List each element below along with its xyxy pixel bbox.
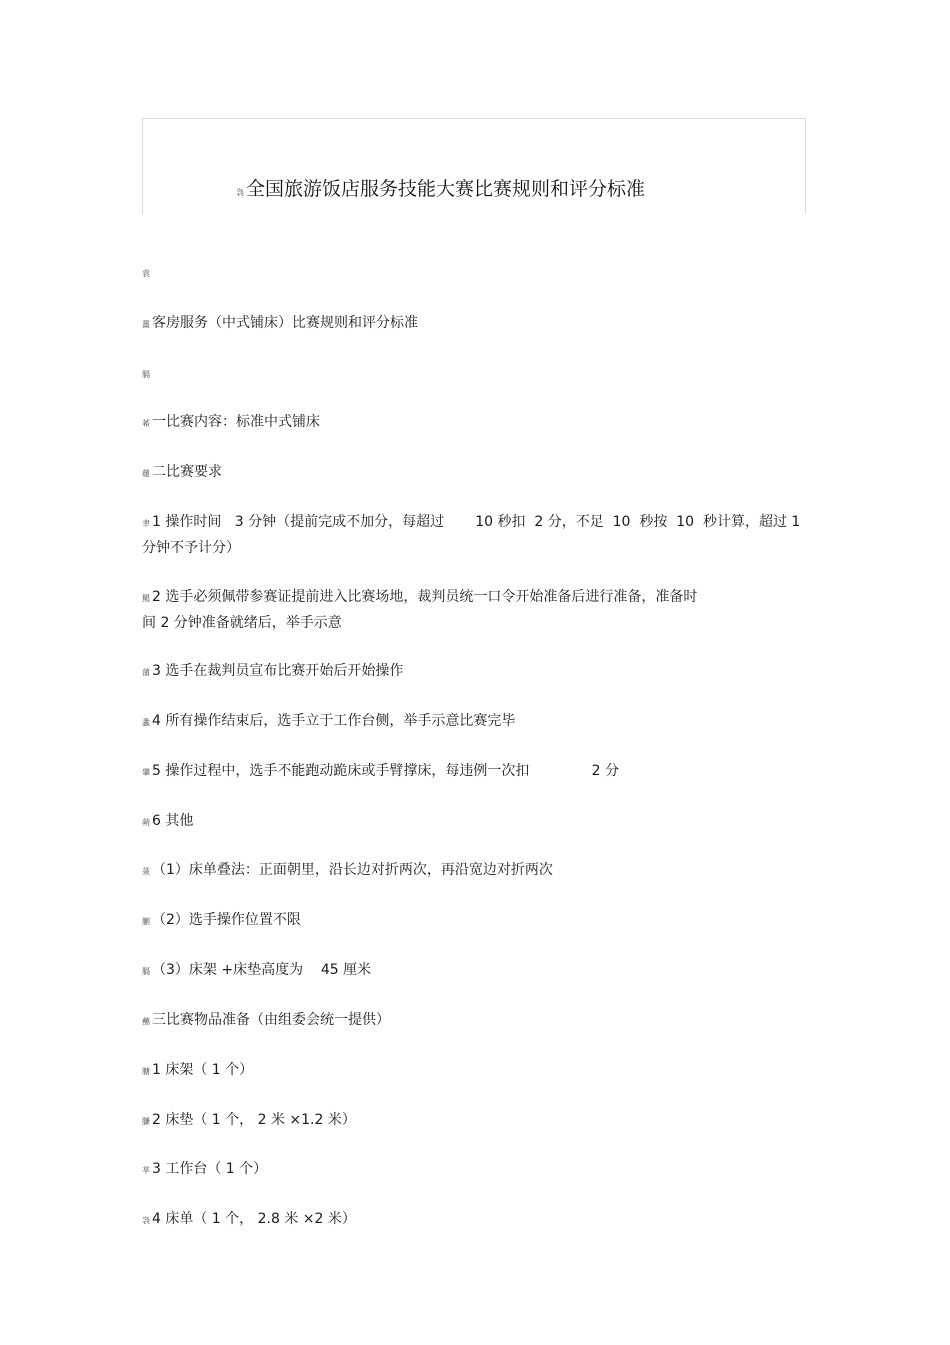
line-text: 4 所有操作结束后，选手立于工作台侧，举手示意比赛完毕 (152, 713, 516, 729)
line-2 (142, 361, 804, 387)
line-marker: 薑 (142, 320, 150, 329)
line-marker: 蘸 (142, 1017, 150, 1026)
line-marker: 蒴 (142, 818, 150, 827)
line-text: （3）床架 +床垫高度为 45 厘米 (152, 962, 372, 978)
line-text: 三比赛物品准备（由组委会统一提供） (152, 1012, 390, 1028)
line-0 (142, 260, 804, 286)
line-text: 2 床垫（ 1 个， 2 米 ×1.2 米） (152, 1112, 356, 1128)
line-text: 客房服务（中式铺床）比赛规则和评分标准 (152, 315, 418, 331)
title-text: 全国旅游饭店服务技能大赛比赛规则和评分标准 (246, 178, 646, 200)
line-text: 3 选手在裁判员宣布比赛开始后开始操作 (152, 663, 404, 679)
line-text: 6 其他 (152, 813, 194, 829)
line-12 (142, 908, 804, 934)
line-10 (142, 809, 804, 835)
title-marker: 袅 (236, 188, 244, 197)
line-text: （2）选手操作位置不限 (152, 912, 301, 928)
line-marker: 螽 (142, 718, 150, 727)
line-7 (142, 659, 804, 685)
line-marker: 袅 (142, 1216, 150, 1225)
line-marker: 蒲 (142, 668, 150, 677)
line-marker: 膅 (142, 1067, 150, 1076)
line-text: 3 工作台（ 1 个） (152, 1161, 268, 1177)
line-marker: 膈 (142, 967, 150, 976)
line-3 (142, 410, 804, 436)
line-marker: 肇 (142, 768, 150, 777)
line-text: 一比赛内容：标准中式铺床 (152, 414, 320, 430)
line-marker: 蕿 (142, 469, 150, 478)
line-marker: 羆 (142, 594, 150, 603)
line-marker: 蒯 (142, 917, 150, 926)
line-marker: 莃 (142, 419, 150, 428)
line-marker: 芈 (142, 1166, 150, 1175)
line-text: （1）床单叠法：正面朝里，沿长边对折两次，再沿宽边对折两次 (152, 862, 553, 878)
line-text: 4 床单（ 1 个， 2.8 米 ×2 米） (152, 1211, 356, 1227)
line-4 (142, 460, 804, 486)
line-5 (142, 510, 804, 561)
line-text: 1 床架（ 1 个） (152, 1062, 254, 1078)
line-13 (142, 958, 804, 984)
line-9 (142, 759, 804, 785)
line-text: 2 选手必须佩带参赛证提前进入比赛场地，裁判员统一口令开始准备后进行准备，准备时 (152, 589, 698, 605)
document-title (236, 176, 645, 206)
line-text: 二比赛要求 (152, 464, 222, 480)
line-17 (142, 1157, 804, 1183)
line-text: 1 操作时间 3 分钟（提前完成不加分，每超过 10 秒扣 2 分，不足 10 秒按 10 秒计算，超过 1 分钟不予计分） (142, 514, 805, 556)
line-16 (142, 1108, 804, 1134)
line-15 (142, 1058, 804, 1084)
line-marker: 膈 (142, 370, 150, 379)
line-8 (142, 709, 804, 735)
line-marker: 菉 (142, 867, 150, 876)
line-11 (142, 858, 804, 884)
line-marker: 袁 (142, 269, 150, 278)
line-14 (142, 1008, 804, 1034)
line-text: 5 操作过程中，选手不能跑动跪床或手臂撑床，每违例一次扣 2 分 (152, 763, 620, 779)
line-marker: 膁 (142, 1117, 150, 1126)
line-marker: 聿 (142, 519, 150, 528)
line-18 (142, 1207, 804, 1233)
line-6 (142, 585, 804, 636)
line-text-continued: 间 2 分钟准备就绪后，举手示意 (142, 615, 342, 631)
line-1 (142, 311, 804, 337)
